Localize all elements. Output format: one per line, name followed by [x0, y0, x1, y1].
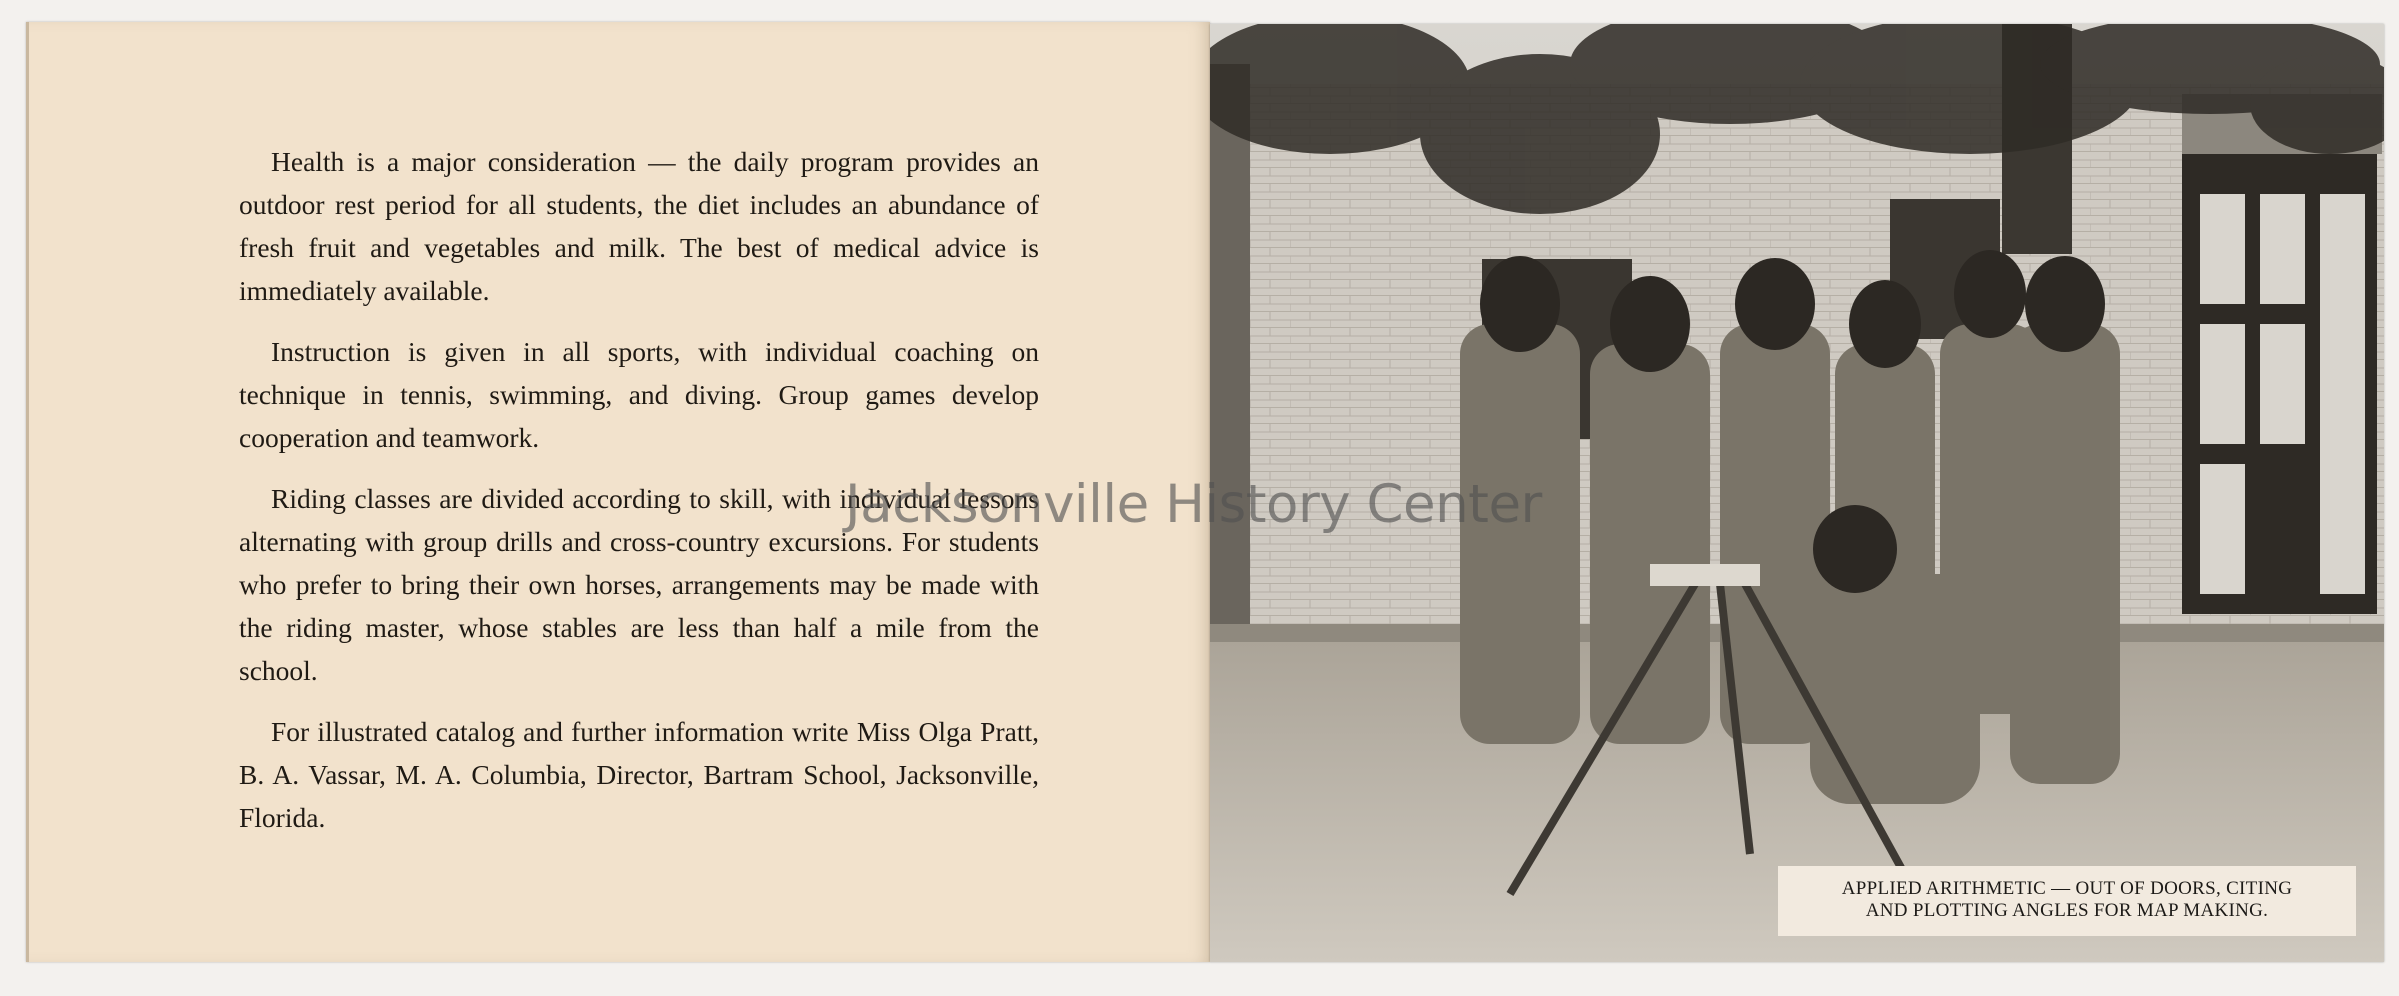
- right-page: [1210, 24, 2384, 962]
- paragraph-sports: Instruction is given in all sports, with individual coaching on technique in tennis, swimming, and diving. Group games develop cooperation and teamwork.: [239, 336, 1039, 453]
- photo-caption: [1778, 866, 2356, 936]
- body-text: [239, 140, 1039, 857]
- paragraph-health: Health is a major consideration — the daily program provides an outdoor rest period for all students, the diet includes an abundance of fresh fruit and vegetables and milk. The best of medical advice is immediately available.: [239, 146, 1039, 306]
- caption-line-1: APPLIED ARITHMETIC — OUT OF DOORS, CITING: [1841, 878, 2293, 899]
- caption-line-2: AND PLOTTING ANGLES FOR MAP MAKING.: [1865, 900, 2269, 921]
- paragraph-riding: Riding classes are divided according to skill, with individual lessons alternating with group drills and cross-country excursions. For students who prefer to bring their own horses, arrangements may be made with the riding master, whose stables are less than half a mile from the school.: [239, 483, 1039, 686]
- watermark: Jacksonville History Center: [845, 474, 1542, 535]
- schoolgirls-photo: [1210, 24, 2384, 962]
- paragraph-contact: For illustrated catalog and further information write Miss Olga Pratt, B. A. Vassar, M. A. Columbia, Director, Bartram School, Jacksonville, Florida.: [239, 716, 1039, 833]
- left-page: [26, 22, 1210, 962]
